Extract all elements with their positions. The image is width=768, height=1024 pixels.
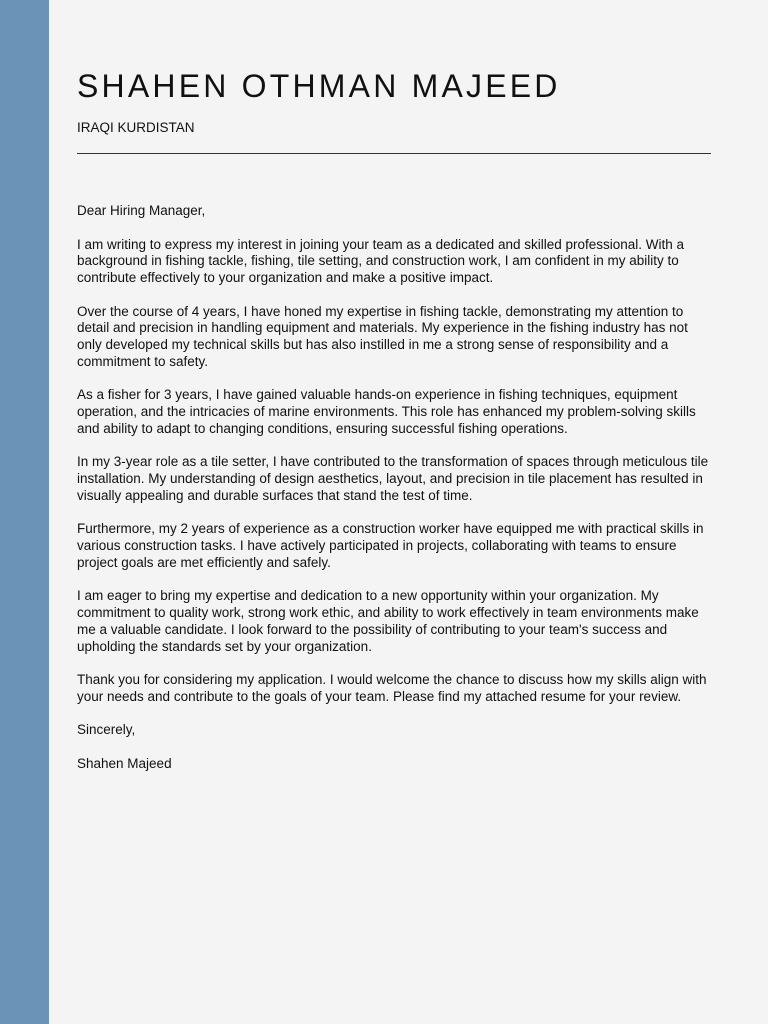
letter-body (77, 203, 711, 773)
letter-paragraph: Over the course of 4 years, I have honed my expertise in fishing tackle, demonstrating my attention to detail and precision in handling equipment and materials. My experience in the fishing industry has not only developed my technical skills but has also instilled in me a strong sense of responsibility and a commitment to safety. (77, 303, 688, 369)
letter-paragraph: Furthermore, my 2 years of experience as a construction worker have equipped me with practical skills in various construction tasks. I have actively participated in projects, collaborating with teams to ensure project goals are met efficiently and safely. (77, 521, 704, 570)
letter-paragraph: In my 3-year role as a tile setter, I have contributed to the transformation of spaces through meticulous tile installation. My understanding of design aesthetics, layout, and precision in tile placement has resulted in visually appealing and durable surfaces that stand the test of time. (77, 454, 709, 503)
side-accent-bar (0, 0, 49, 1024)
signature: Shahen Majeed (77, 755, 172, 771)
header-divider (77, 153, 711, 154)
applicant-location: IRAQI KURDISTAN (77, 120, 195, 135)
closing: Sincerely, (77, 722, 136, 738)
letter-paragraph: I am eager to bring my expertise and dedication to a new opportunity within your organization. My commitment to quality work, strong work ethic, and ability to work effectively in team environments make me a valuable candidate. I look forward to the possibility of contributing to your team's success and upholding the standards set by your organization. (77, 588, 699, 654)
letter-paragraph: I am writing to express my interest in joining your team as a dedicated and skilled professional. With a background in fishing tackle, fishing, tile setting, and construction work, I am confident in my ability to contribute effectively to your organization and make a positive impact. (77, 236, 685, 285)
cover-letter-page (77, 66, 711, 789)
applicant-name: SHAHEN OTHMAN MAJEED (77, 68, 561, 104)
letter-paragraph: Thank you for considering my application. I would welcome the chance to discuss how my skills align with your needs and contribute to the goals of your team. Please find my attached resume for your review. (77, 672, 707, 704)
salutation: Dear Hiring Manager, (77, 203, 206, 218)
letter-paragraph: As a fisher for 3 years, I have gained valuable hands-on experience in fishing techniques, equipment operation, and the intricacies of marine environments. This role has enhanced my problem-solving skills and ability to adapt to changing conditions, ensuring successful fishing operations. (77, 387, 696, 436)
